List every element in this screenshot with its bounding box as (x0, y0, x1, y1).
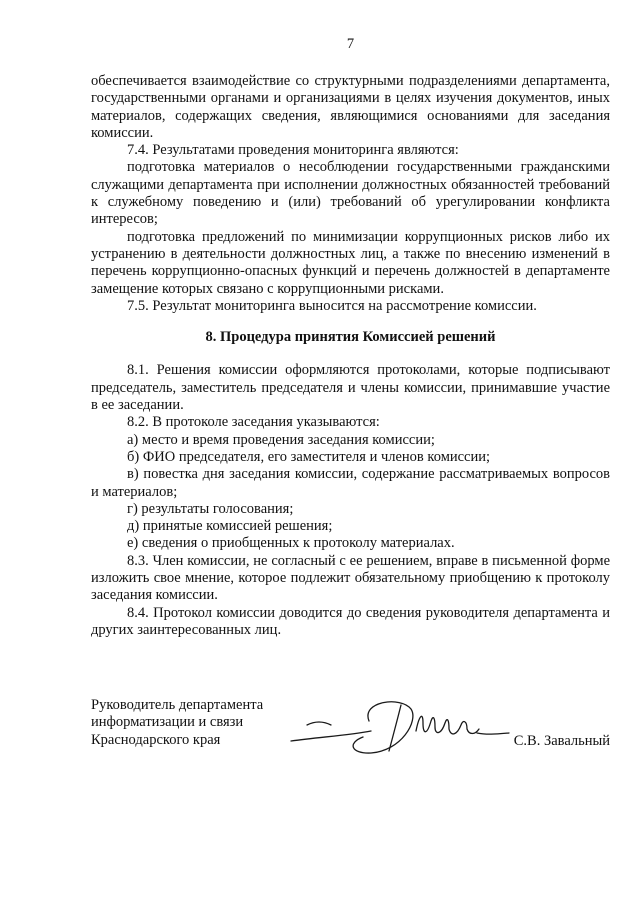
signatory-name: С.В. Завальный (513, 733, 610, 749)
page-number: 7 (346, 36, 355, 52)
signatory-position-line: Краснодарского края (91, 731, 221, 748)
list-item: д) принятые комиссией решения; (127, 518, 333, 535)
list-item: г) результаты голосования; (127, 500, 294, 517)
list-item: а) место и время проведения заседания комиссии; (127, 431, 435, 448)
paragraph: подготовка материалов о несоблюдении государственными гражданскими служащими департамента при исполнении должностных обязанностей требований к служебному поведению и (или) требований об урегулировании конфликта интересов; (91, 159, 610, 228)
paragraph: 8.3. Член комиссии, не согласный с ее решением, вправе в письменной форме изложить свое мнение, которое подлежит обязательному приобщению к протоколу заседания комиссии. (91, 552, 610, 604)
document-body (91, 73, 610, 639)
paragraph: подготовка предложений по минимизации коррупционных рисков либо их устранению в деятельности должностных лиц, а также по внесению изменений в перечень коррупционно-опасных функций и перечень должностей в департаменте замещение которых связано с коррупционными рисками. (91, 228, 610, 297)
document-page (91, 0, 610, 905)
handwritten-signature (251, 691, 511, 761)
paragraph: 7.4. Результатами проведения мониторинга являются: (127, 142, 459, 159)
signatory-position-line: Руководитель департамента (91, 697, 264, 713)
paragraph: 8.1. Решения комиссии оформляются протоколами, которые подписывают председатель, заместитель председателя и члены комиссии, принимавшие участие в ее заседании. (91, 362, 610, 414)
list-item: б) ФИО председателя, его заместителя и членов комиссии; (127, 448, 491, 465)
paragraph: 7.5. Результат мониторинга выносится на рассмотрение комиссии. (127, 297, 537, 314)
paragraph: 8.2. В протоколе заседания указываются: (127, 414, 380, 431)
section-heading: 8. Процедура принятия Комиссией решений (205, 329, 496, 346)
list-item: е) сведения о приобщенных к протоколу материалах. (127, 535, 455, 552)
paragraph: обеспечивается взаимодействие со структурными подразделениями департамента, государственными органами и организациями в целях изучения документов, иных материалов, содержащих сведения, являющимися основаниями для заседания комиссии. (91, 73, 610, 141)
signatory-position-line: информатизации и связи (91, 714, 244, 731)
list-item: в) повестка дня заседания комиссии, содержание рассматриваемых вопросов и материалов; (91, 466, 610, 500)
paragraph: 8.4. Протокол комиссии доводится до сведения руководителя департамента и других заинтересованных лиц. (91, 604, 610, 638)
signature-block (91, 697, 610, 767)
